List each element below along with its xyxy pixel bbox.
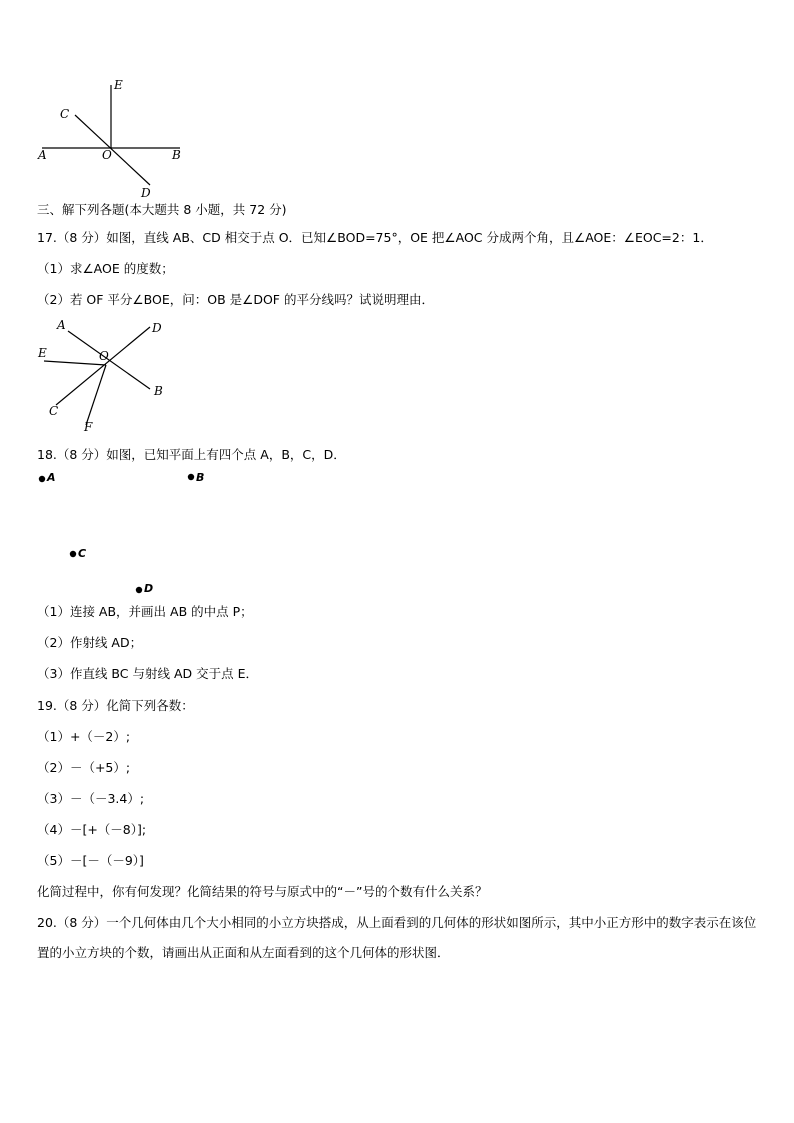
q19-item-1: （1）+（－2）; [37, 729, 131, 744]
fig2-label-o: O [99, 349, 109, 363]
q20-stem: 20.（8 分）一个几何体由几个大小相同的小立方块搭成，从上面看到的几何体的形状如图所示，其中小正方形中的数字表示在该位置的小立方块的个数，请画出从正面和从左面看到的这个几何体的形状图． [37, 915, 757, 960]
q17-stem: 17.（8 分）如图，直线 AB、CD 相交于点 O．已知∠BOD=75°，OE 把∠AOC 分成两个角，且∠AOE：∠EOC=2：1． [37, 230, 713, 245]
q18-part3: （3）作直线 BC 与射线 AD 交于点 E． [37, 666, 258, 681]
point-a-label: A [47, 471, 56, 484]
fig1-label-b: B [172, 148, 181, 162]
fig2-label-b: B [154, 384, 163, 398]
q19-item-5: （5）－[－（－9）] [37, 853, 144, 868]
q19-item-2: （2）－（+5）; [37, 760, 131, 775]
fig1-label-d: D [141, 186, 151, 200]
q19-item-3: （3）－（－3.4）; [37, 791, 145, 806]
q19-item-4: （4）－[+（－8）]; [37, 822, 147, 837]
figure-2-angle-diagram [30, 315, 180, 435]
point-b-label: B [196, 471, 205, 484]
fig2-label-a: A [57, 318, 66, 332]
fig2-label-d: D [152, 321, 162, 335]
figure-3-four-points [30, 465, 230, 605]
fig1-label-a: A [38, 148, 47, 162]
q18-stem: 18.（8 分）如图，已知平面上有四个点 A，B，C，D． [37, 447, 346, 462]
fig2-label-e: E [38, 346, 47, 360]
q19-question: 化简过程中，你有何发现？化简结果的符号与原式中的“－”号的个数有什么关系？ [37, 884, 488, 899]
fig1-label-e: E [114, 78, 123, 92]
point-c-label: C [78, 547, 87, 560]
fig2-label-f: F [84, 420, 93, 434]
fig1-label-c: C [60, 107, 70, 121]
q17-part2: （2）若 OF 平分∠BOE，问：OB 是∠DOF 的平分线吗？试说明理由． [37, 292, 434, 307]
q18-part1: （1）连接 AB，并画出 AB 的中点 P； [37, 604, 253, 619]
fig1-label-o: O [102, 148, 112, 162]
q19-stem: 19.（8 分）化简下列各数： [37, 698, 194, 713]
point-d-label: D [144, 582, 154, 595]
section-heading: 三、解下列各题(本大题共 8 小题，共 72 分) [37, 202, 287, 217]
figure-1-lines-ab-cd-oe [30, 75, 200, 200]
q18-part2: （2）作射线 AD； [37, 635, 143, 650]
q17-part1: （1）求∠AOE 的度数； [37, 261, 174, 276]
fig2-label-c: C [49, 404, 59, 418]
